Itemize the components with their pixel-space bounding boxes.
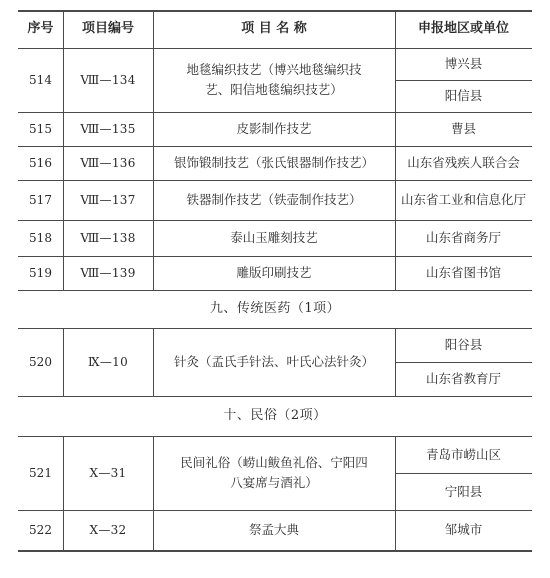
row-519-code: Ⅷ—139 — [80, 266, 136, 280]
row-514-region-2: 阳信县 — [444, 88, 483, 103]
row-divider — [18, 48, 532, 49]
row-517-name: 铁器制作技艺（铁壶制作技艺） — [186, 192, 362, 207]
column-divider — [395, 328, 396, 396]
row-521-name: 民间礼俗（崂山鲅鱼礼俗、宁阳四八宴席与酒礼） — [180, 455, 368, 490]
column-divider — [63, 436, 64, 550]
row-514-code: Ⅷ—134 — [80, 73, 136, 87]
row-522-name: 祭孟大典 — [248, 522, 299, 537]
row-518-name: 泰山玉雕刻技艺 — [230, 230, 318, 245]
row-521-region-2: 宁阳县 — [444, 483, 483, 499]
row-divider — [18, 328, 532, 329]
row-divider — [18, 256, 532, 257]
column-divider — [153, 328, 154, 396]
row-divider — [18, 436, 532, 437]
row-521-seq: 521 — [29, 466, 52, 480]
row-divider — [18, 146, 532, 147]
row-516-region: 山东省残疾人联合会 — [407, 155, 520, 170]
row-520-region-1: 阳谷县 — [444, 337, 483, 352]
section-traditional-medicine: 九、传统医药（1项） — [209, 301, 341, 316]
header-seq: 序号 — [27, 21, 54, 36]
row-divider — [18, 396, 532, 397]
row-520-code: Ⅸ—10 — [87, 355, 129, 369]
header-name: 项 目 名 称 — [241, 21, 307, 36]
column-divider — [153, 10, 154, 290]
header-code: 项目编号 — [81, 21, 134, 36]
row-514-name: 地毯编织技艺（博兴地毯编织技艺、阳信地毯编织技艺） — [186, 62, 362, 97]
table-top-border — [18, 10, 532, 12]
row-divider — [18, 112, 532, 113]
row-514-seq: 514 — [29, 73, 52, 87]
row-522-region: 邹城市 — [444, 522, 483, 537]
region-subdivider — [395, 473, 532, 474]
row-521-region-1: 青岛市崂山区 — [425, 446, 501, 462]
column-divider — [63, 328, 64, 396]
table-bottom-border — [18, 550, 532, 552]
row-divider — [18, 220, 532, 221]
row-519-name: 雕版印刷技艺 — [236, 265, 312, 280]
row-516-code: Ⅷ—136 — [80, 156, 136, 170]
column-divider — [395, 436, 396, 550]
row-518-seq: 518 — [29, 231, 52, 245]
row-522-seq: 522 — [29, 523, 52, 537]
row-divider — [18, 510, 532, 511]
header-region: 申报地区或单位 — [417, 21, 509, 36]
row-514-region-1: 博兴县 — [444, 56, 483, 71]
row-518-region: 山东省商务厅 — [425, 230, 501, 245]
row-520-seq: 520 — [29, 355, 52, 369]
region-subdivider — [395, 362, 532, 363]
row-515-name: 皮影制作技艺 — [236, 121, 312, 136]
row-516-name: 银饰锻制技艺（张氏银器制作技艺） — [173, 155, 374, 170]
row-515-seq: 515 — [29, 122, 52, 136]
row-515-code: Ⅷ—135 — [80, 122, 136, 136]
row-519-seq: 519 — [29, 266, 52, 280]
row-519-region: 山东省图书馆 — [425, 265, 501, 280]
row-517-region: 山东省工业和信息化厅 — [400, 192, 526, 207]
row-517-code: Ⅷ—137 — [80, 193, 136, 207]
column-divider — [153, 436, 154, 550]
row-520-name: 针灸（孟氏手针法、叶氏心法针灸） — [173, 354, 374, 369]
row-518-code: Ⅷ—138 — [80, 231, 136, 245]
section-folk-customs: 十、民俗（2项） — [223, 408, 327, 423]
row-520-region-2: 山东省教育厅 — [425, 371, 501, 386]
column-divider — [395, 10, 396, 290]
row-divider — [18, 180, 532, 181]
region-subdivider — [395, 80, 532, 81]
row-517-seq: 517 — [29, 193, 52, 207]
row-516-seq: 516 — [29, 156, 52, 170]
row-521-code: Ⅹ—31 — [89, 466, 127, 480]
column-divider — [63, 10, 64, 290]
row-515-region: 曹县 — [450, 121, 476, 136]
row-divider — [18, 290, 532, 291]
row-522-code: Ⅹ—32 — [89, 523, 127, 537]
